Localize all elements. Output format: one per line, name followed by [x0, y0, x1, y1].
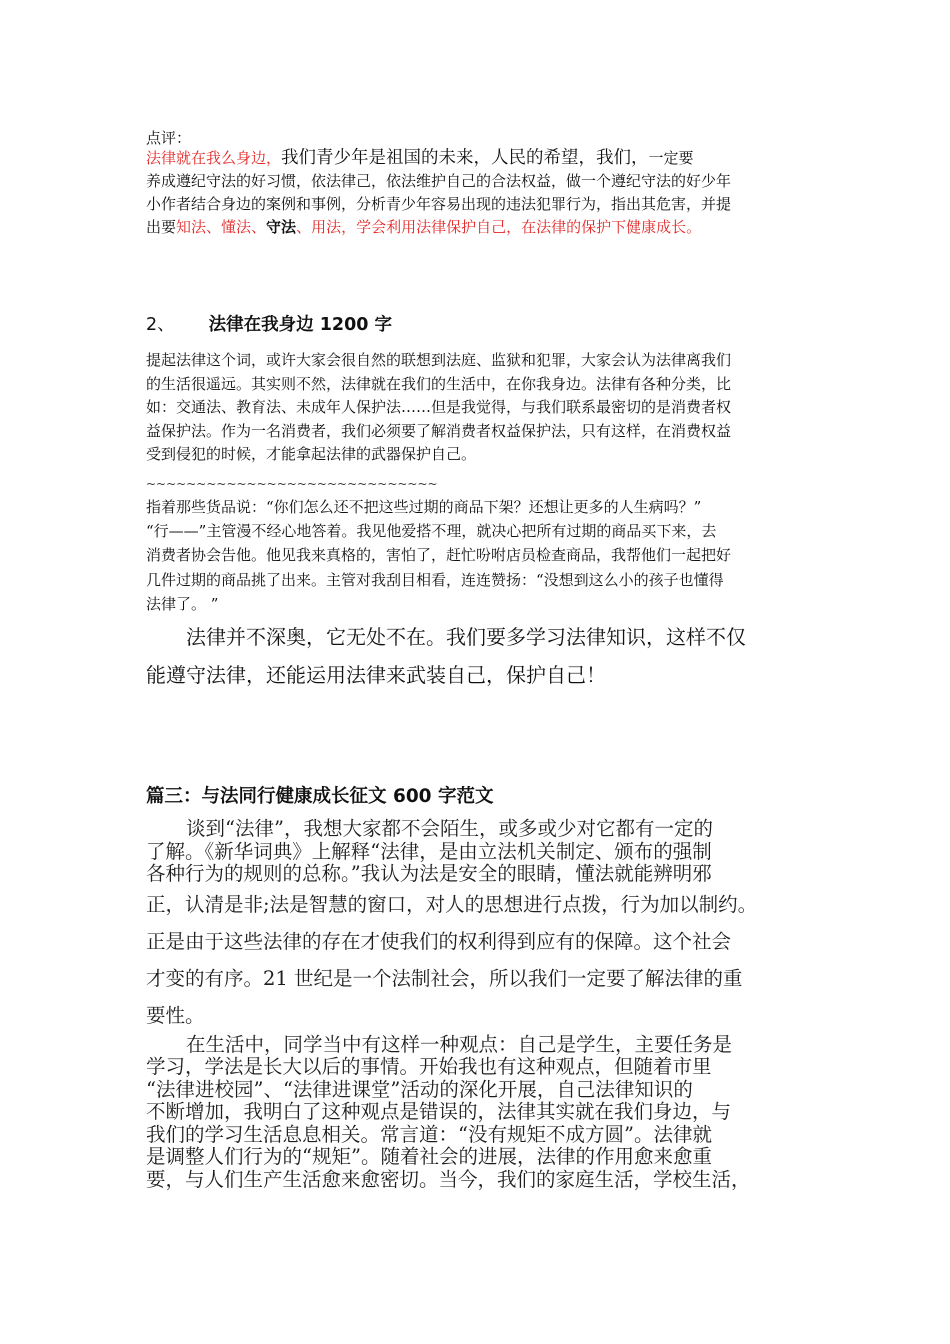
text-line: 法律了。 ”	[146, 594, 219, 613]
text-line: “行——”主管漫不经心地答着。我见他爱搭不理，就决心把所有过期的商品买下来，去	[146, 522, 717, 541]
text-line: 要，与人们生产生活愈来愈密切。当今，我们的家庭生活，学校生活，	[146, 1167, 751, 1191]
text-line: 要性。	[146, 1003, 205, 1027]
text-line: 受到侵犯的时候，才能拿起法律的武器保护自己。	[146, 445, 477, 464]
section3-heading: 篇三：与法同行健康成长征文 600 字范文	[146, 786, 494, 807]
text-line: 提起法律这个词，或许大家会很自然的联想到法庭、监狱和犯罪，大家会认为法律离我们	[146, 351, 732, 369]
section2-title: 法律在我身边 1200 字	[208, 315, 393, 335]
review-line-4	[146, 216, 816, 239]
review-block	[146, 127, 816, 239]
text-line: 了解。《新华词典》上解释“法律，是由立法机关制定、颁布的强制	[146, 839, 712, 863]
section2-paragraph-1	[146, 348, 816, 466]
section2-paragraph-3	[146, 618, 816, 694]
text-line: 不断增加，我明白了这种观点是错误的，法律其实就在我们身边，与	[146, 1100, 732, 1123]
text-line: 法律并不深奥，它无处不在。我们要多学习法律知识，这样不仅	[186, 625, 746, 649]
review-line-2: 养成遵纪守法的好习惯，依法律己，依法维护自己的合法权益，做一个遵纪守法的好少年	[146, 172, 732, 190]
review-line-3: 小作者结合身边的案例和事例，分析青少年容易出现的违法犯罪行为，指出其危害，并提	[146, 195, 732, 213]
section3-body	[146, 818, 816, 1191]
review-line4-start: 出要	[146, 218, 177, 236]
text-line: 如：交通法、教育法、未成年人保护法……但是我觉得，与我们联系最密切的是消费者权	[146, 398, 732, 417]
text-line: 正是由于这些法律的存在才使我们的权利得到应有的保障。这个社会	[146, 929, 732, 953]
text-line: 学习，学法是长大以后的事情。开始我也有这种观点，但随着市里	[146, 1055, 712, 1078]
text-line: 几件过期的商品挑了出来。主管对我刮目相看，连连赞扬：“没想到这么小的孩子也懂得	[146, 570, 724, 589]
text-line: 才变的有序。21 世纪是一个法制社会，所以我们一定要了解法律的重	[146, 966, 743, 990]
review-line4-red2: 、	[296, 218, 312, 236]
text-line: 谈到“法律”，我想大家都不会陌生，或多或少对它都有一定的	[186, 817, 713, 840]
tilde-separator: ~~~~~~~~~~~~~~~~~~~~~~~~~~~~~	[146, 477, 438, 491]
text-line: 的生活很遥远。其实则不然，法律就在我们的生活中，在你我身边。法律有各种分类，比	[146, 374, 732, 393]
text-line: 益保护法。作为一名消费者，我们必须要了解消费者权益保护法，只有这样，在消费权益	[146, 421, 732, 440]
text-line: “法律进校园”、“法律进课堂”活动的深化开展，自己法律知识的	[146, 1077, 693, 1101]
section2-paragraph-2	[146, 495, 816, 616]
review-line4-red1: 知法、懂法、	[176, 218, 267, 236]
text-line: 指着那些货品说：“你们怎么还不把这些过期的商品下架？还想让更多的人生病吗？”	[146, 498, 702, 516]
review-red-phrase: 法律就在我么身边，	[146, 149, 282, 167]
text-line: 是调整人们行为的“规矩”。随着社会的进展，法律的作用愈来愈重	[146, 1145, 712, 1168]
review-line-1	[146, 147, 816, 170]
review-tail-text: 一定要	[648, 149, 694, 167]
text-line: 能遵守法律，还能运用法律来武装自己，保护自己！	[146, 663, 606, 687]
review-big-text: 我们青少年是祖国的未来，人民的希望，我们，	[281, 148, 649, 168]
section2-heading	[146, 311, 816, 339]
text-line: 正，认清是非;法是智慧的窗口，对人的思想进行点拨，行为加以制约。	[146, 892, 758, 916]
review-line4-bold: 守法	[266, 218, 297, 236]
review-line4-red3: 用法，学会利用法律保护自己，在法律的保护下健康成长。	[311, 218, 702, 236]
text-line: 在生活中，同学当中有这样一种观点：自己是学生，主要任务是	[186, 1032, 733, 1056]
text-line: 各种行为的规则的总称。”我认为法是安全的眼睛，懂法就能辨明邪	[146, 862, 712, 885]
text-line: 消费者协会告他。他见我来真格的，害怕了，赶忙吩咐店员检查商品，我帮他们一起把好	[146, 546, 732, 565]
review-heading: 点评：	[146, 129, 192, 147]
section2-number: 2、	[146, 315, 175, 335]
text-line: 我们的学习生活息息相关。常言道：“没有规矩不成方圆”。法律就	[146, 1122, 712, 1146]
